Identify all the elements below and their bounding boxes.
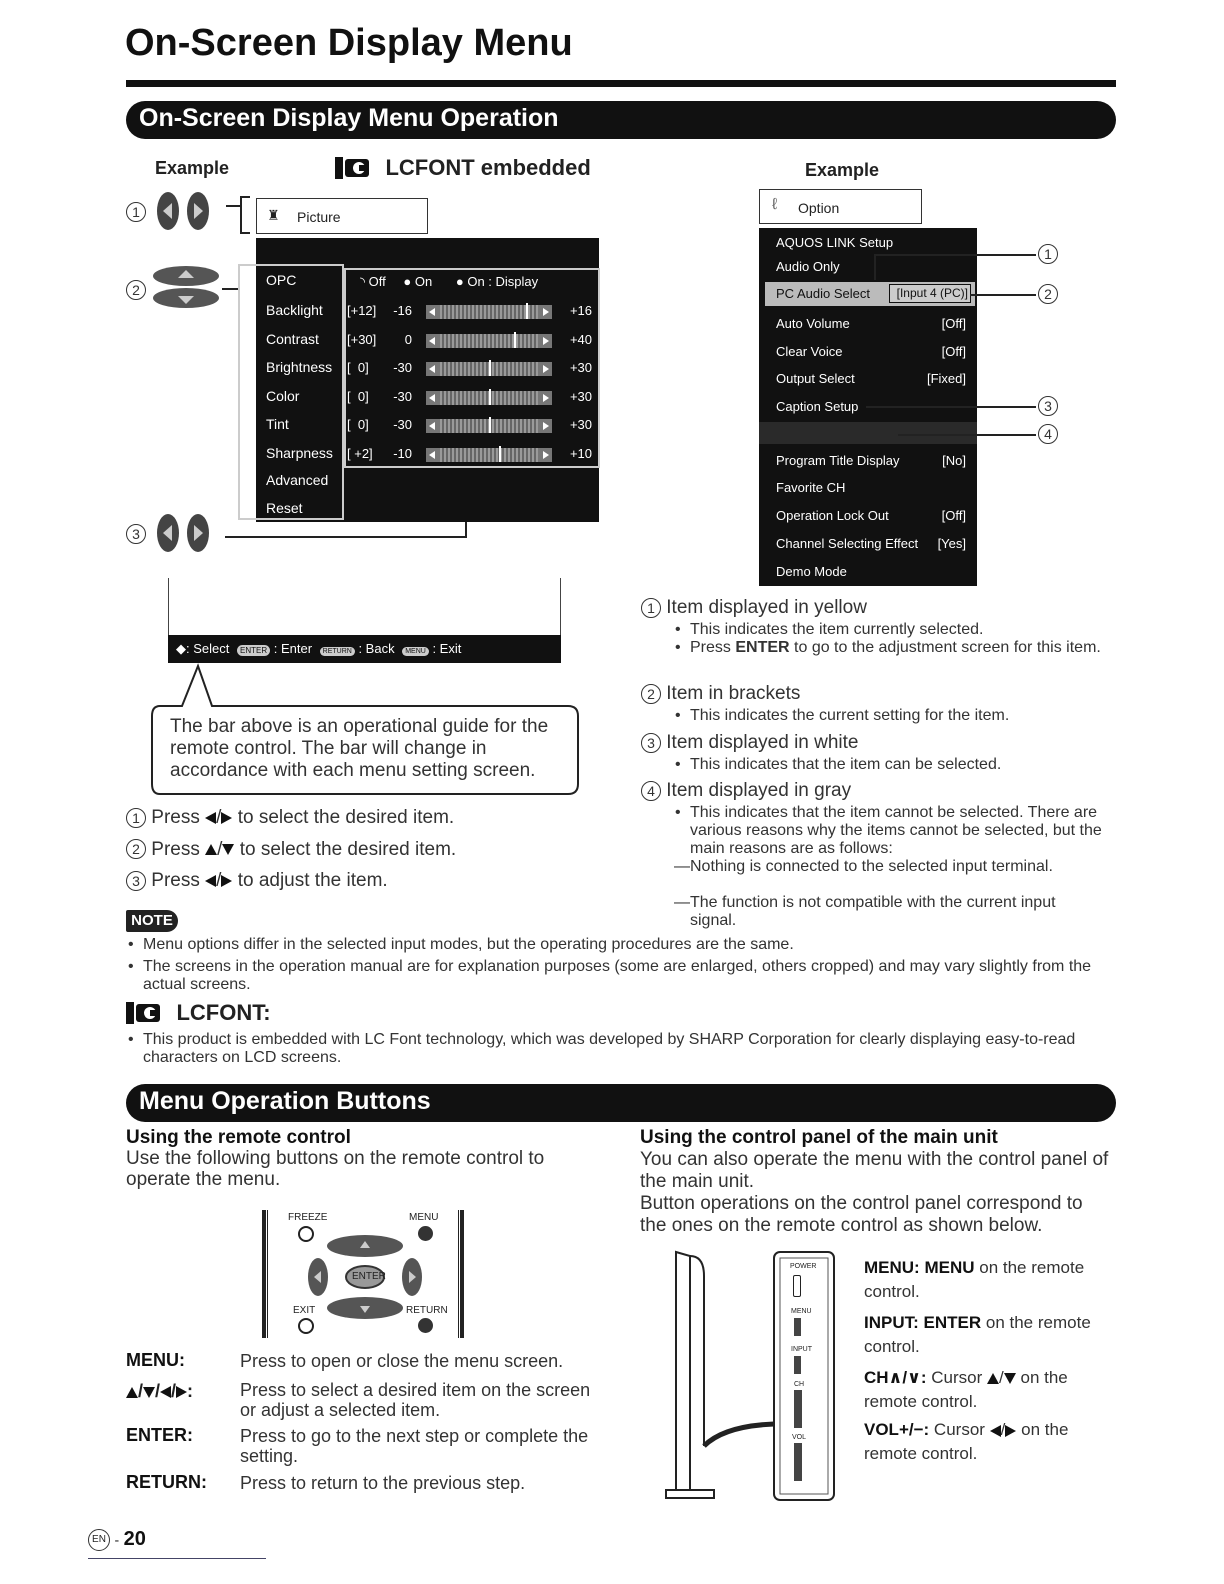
legend-line: • This indicates that the item cannot be selected. There are various reasons why the items cannot be selected, but the main reasons are as follows: (690, 804, 1105, 858)
menu-item-tint[interactable]: Tint (266, 416, 289, 432)
step-pre: Press (151, 870, 200, 891)
guide-bar (168, 635, 561, 663)
slider-right-button[interactable] (538, 448, 552, 462)
page-number-text: 20 (123, 1528, 146, 1550)
panel-menu-button[interactable] (794, 1318, 801, 1336)
guide-select: : Select (186, 641, 230, 656)
left-right-buttons-icon-2 (154, 512, 214, 554)
panel-vol-button[interactable] (794, 1443, 802, 1481)
current-value: [ 0] (347, 360, 369, 375)
exit-button[interactable] (298, 1318, 314, 1334)
option-item-caption-setup[interactable]: Caption Setup (776, 399, 859, 414)
slider-right-button[interactable] (538, 419, 552, 433)
option-item-auto-volume[interactable]: Auto Volume (776, 316, 850, 331)
connector-line (226, 205, 240, 207)
legend-title: Item in brackets (666, 683, 801, 704)
guide-screen-frame (168, 578, 561, 636)
legend-number: 2 (641, 684, 661, 704)
button-key-menu: MENU: (126, 1350, 185, 1370)
step-1: 1 Press / to select the desired item. (126, 807, 454, 829)
panel-map-menu-target: MENU (924, 1258, 975, 1277)
option-callout-1: 1 (1038, 244, 1058, 264)
option-item-channel-selecting-effect[interactable]: Channel Selecting Effect (776, 536, 919, 551)
slider-right-button[interactable] (538, 362, 552, 376)
legend-number: 1 (641, 598, 661, 618)
menu-key-icon: MENU (402, 647, 429, 656)
option-callout-3: 3 (1038, 396, 1058, 416)
slider-contrast[interactable] (426, 334, 552, 348)
menu-item-sharpness[interactable]: Sharpness (266, 445, 333, 461)
option-item-favorite-ch[interactable]: Favorite CH (776, 480, 846, 495)
option-callout-4: 4 (1038, 424, 1058, 444)
current-value: [ 0] (347, 389, 369, 404)
menu-item-brightness[interactable]: Brightness (266, 359, 333, 375)
lcfont-embedded-text: LCFONT embedded (385, 155, 591, 180)
button-desc-return: Press to return to the previous step. (240, 1473, 526, 1493)
step-number: 3 (126, 871, 146, 891)
panel-vol-label: VOL (792, 1434, 807, 1441)
callout-line-1b (874, 254, 876, 280)
tv-side-illustration (664, 1246, 844, 1504)
min-value: -30 (393, 360, 412, 375)
max-value: +30 (569, 389, 592, 404)
note-badge: NOTE (126, 910, 178, 932)
slider-left-button[interactable] (426, 448, 440, 462)
marker-2: 2 (126, 280, 146, 300)
max-value: +16 (569, 303, 592, 318)
button-desc-enter: Press to go to the next step or complete the setting. (240, 1426, 589, 1466)
slider-thumb[interactable] (489, 360, 491, 376)
panel-map-vol-pre: Cursor (933, 1420, 985, 1439)
legend-item-3 (641, 732, 859, 754)
slider-right-button[interactable] (538, 334, 552, 348)
menu-label: MENU (409, 1212, 439, 1223)
remote-heading: Using the remote control (126, 1127, 351, 1148)
option-gray-row (759, 422, 977, 444)
legend-item-1 (641, 597, 867, 619)
panel-heading: Using the control panel of the main unit (640, 1127, 998, 1148)
legend-item-2 (641, 683, 800, 705)
legend-dash-text: The function is not compatible with the current input signal. (690, 894, 1056, 929)
lcfont-icon (335, 155, 375, 181)
step-number: 2 (126, 839, 146, 859)
page-number (88, 1528, 146, 1551)
opc-display-radio[interactable]: ● (455, 274, 464, 289)
option-value: [Input 4 (PC)] (896, 286, 968, 300)
callout-line-1 (874, 254, 1036, 256)
lcfont-icon-2 (126, 1000, 166, 1026)
option-value: [Off] (941, 316, 966, 331)
min-value: -10 (393, 446, 412, 461)
title-rule (126, 80, 1116, 87)
menu-item-contrast[interactable]: Contrast (266, 331, 319, 347)
remote-edge-left (262, 1210, 268, 1338)
option-item-output-select[interactable]: Output Select (776, 371, 855, 386)
guide-back: : Back (358, 641, 395, 656)
slider-left-button[interactable] (426, 334, 440, 348)
opc-on-radio[interactable]: ● (403, 274, 412, 289)
up-down-buttons-icon (150, 264, 222, 310)
enter-key-icon: ENTER (237, 645, 270, 656)
section-heading-menu-buttons (126, 1084, 1116, 1122)
slider-color[interactable] (426, 391, 552, 405)
option-item-aquos-link-setup[interactable]: AQUOS LINK Setup (776, 235, 894, 250)
panel-map-ch-key: CH∧/∨: (864, 1368, 927, 1387)
lcfont-text: • This product is embedded with LC Font technology, which was developed by SHARP Corporation for clearly displaying easy-to-read characters on LCD screens. (143, 1031, 1118, 1067)
option-item-clear-voice[interactable]: Clear Voice (776, 344, 843, 359)
slider-left-button[interactable] (426, 391, 440, 405)
legend-number: 4 (641, 781, 661, 801)
option-icon: ℓ (772, 196, 778, 213)
panel-map-menu-key: MENU: (864, 1258, 920, 1277)
callout-line-2 (970, 294, 1036, 296)
panel-map-input-target: ENTER (923, 1313, 982, 1332)
option-item-audio-only[interactable]: Audio Only (776, 259, 840, 274)
menu-item-backlight[interactable]: Backlight (266, 302, 323, 318)
callout-line-3 (866, 406, 1036, 408)
panel-ch-label: CH (794, 1381, 805, 1388)
marker-3: 3 (126, 524, 146, 544)
option-item-operation-lock-out[interactable]: Operation Lock Out (776, 508, 889, 523)
menu-item-reset[interactable]: Reset (266, 500, 303, 516)
legend-line: • Press ENTER to go to the adjustment screen for this item. (690, 639, 1105, 657)
connector-line-3 (225, 536, 467, 538)
button-desc-menu: Press to open or close the menu screen. (240, 1351, 564, 1371)
slider-tint[interactable] (426, 419, 552, 433)
panel-map-ch-rest: on the remote control. (864, 1368, 1068, 1411)
example-label-left: Example (155, 158, 230, 178)
return-button[interactable] (418, 1318, 433, 1333)
panel-menu-label: MENU (791, 1308, 812, 1315)
slider-brightness[interactable] (426, 362, 552, 376)
option-value: [Yes] (937, 536, 966, 551)
current-value: [+12] (347, 303, 377, 318)
lcfont-heading (126, 1000, 271, 1026)
option-value: [Fixed] (926, 371, 966, 386)
return-label: RETURN (406, 1305, 448, 1316)
option-item-demo-mode[interactable]: Demo Mode (776, 564, 847, 579)
picture-header-label: Picture (297, 209, 341, 225)
section2-heading-text: Menu Operation Buttons (139, 1087, 431, 1115)
step-3: 3 Press / to adjust the item. (126, 870, 388, 892)
current-value: [+30] (347, 332, 377, 347)
legend-dash-line: —Nothing is connected to the selected input terminal. (674, 858, 1053, 875)
slider-right-button[interactable] (538, 305, 552, 319)
panel-intro-1: You can also operate the menu with the control panel of the main unit. (640, 1149, 1109, 1192)
slider-right-button[interactable] (538, 391, 552, 405)
lcfont-embedded (335, 155, 591, 181)
opc-on-display: On : Display (467, 274, 539, 289)
callout-text: The bar above is an operational guide for the remote control. The bar will change in accordance with each menu setting screen. (170, 716, 549, 781)
enter-label: ENTER (352, 1271, 386, 1282)
option-header-label: Option (798, 200, 840, 216)
option-item-pc-audio-select[interactable]: PC Audio Select (776, 286, 870, 301)
panel-ch-button[interactable] (794, 1390, 802, 1428)
legend-line: • This indicates the current setting for the item. (690, 707, 1105, 725)
button-key-return: RETURN: (126, 1472, 207, 1492)
example-label-right: Example (805, 160, 880, 180)
min-value: -30 (393, 389, 412, 404)
guide-enter: : Enter (273, 641, 313, 656)
step-text: to select the desired item. (239, 838, 457, 860)
legend-dash-text: Nothing is connected to the selected input terminal. (690, 858, 1053, 875)
menu-item-advanced[interactable]: Advanced (266, 472, 329, 488)
footer-rule (88, 1558, 266, 1559)
panel-power-button[interactable] (793, 1275, 801, 1297)
remote-edge-right (458, 1210, 464, 1338)
step-text: to select the desired item. (237, 807, 455, 828)
slider-left-button[interactable] (426, 362, 440, 376)
legend-bold-word: ENTER (735, 639, 790, 656)
page-number-sep: - (114, 1531, 120, 1548)
panel-input-button[interactable] (794, 1356, 801, 1374)
legend-dash-line: —The function is not compatible with the current input signal. (674, 894, 1056, 929)
opc-off-radio[interactable]: ◝ (360, 274, 366, 289)
language-badge: EN (88, 1529, 110, 1551)
return-key-icon: RETURN (320, 647, 355, 656)
legend-title: Item displayed in yellow (666, 597, 867, 618)
page-title: On-Screen Display Menu (125, 22, 573, 64)
bracket (240, 196, 250, 234)
legend-title: Item displayed in gray (666, 780, 852, 801)
panel-power-label: POWER (790, 1263, 817, 1270)
legend-line: • This indicates that the item can be selected. (690, 756, 1105, 774)
button-key-enter: ENTER: (126, 1425, 193, 1445)
panel-map-menu-rest: on the remote control. (864, 1258, 1085, 1301)
panel-intro-2: Button operations on the control panel correspond to the ones on the remote control as shown below. (640, 1193, 1083, 1236)
option-callout-2: 2 (1038, 284, 1058, 304)
section-heading-osd-operation (126, 101, 1116, 139)
panel-map-vol-rest: on the remote control. (864, 1420, 1069, 1463)
current-value: [ 0] (347, 417, 369, 432)
option-value: [No] (942, 453, 966, 468)
panel-map-vol-key: VOL+/−: (864, 1420, 930, 1439)
option-header (759, 189, 922, 224)
step-number: 1 (126, 808, 146, 828)
menu-item-color[interactable]: Color (266, 388, 300, 404)
slider-left-button[interactable] (426, 305, 440, 319)
select-icon: ◆ (176, 641, 186, 656)
exit-label: EXIT (293, 1305, 316, 1316)
panel-map-menu (864, 1256, 1114, 1304)
opc-on: On (414, 274, 433, 289)
min-value: -16 (393, 303, 412, 318)
max-value: +40 (569, 332, 592, 347)
callout-line-4 (898, 434, 1036, 436)
legend-line: • This indicates the item currently selected. (690, 621, 1105, 639)
min-value: -30 (393, 417, 412, 432)
remote-intro: Use the following buttons on the remote control to operate the menu. (126, 1148, 545, 1190)
max-value: +30 (569, 360, 592, 375)
slider-sharpness[interactable] (426, 448, 552, 462)
picture-header (256, 198, 428, 234)
button-key-cursor: / / / : (126, 1381, 193, 1402)
legend-title: Item displayed in white (666, 732, 859, 753)
left-right-buttons-icon (154, 190, 214, 232)
slider-thumb[interactable] (489, 389, 491, 405)
panel-input-label: INPUT (791, 1346, 812, 1353)
option-item-program-title-display[interactable]: Program Title Display (776, 453, 900, 468)
section-heading-text: On-Screen Display Menu Operation (139, 104, 559, 132)
panel-map-input (864, 1311, 1114, 1359)
opc-off: Off (368, 274, 386, 289)
option-value: [Off] (941, 344, 966, 359)
current-value: [ +2] (347, 446, 373, 461)
slider-backlight[interactable] (426, 305, 552, 319)
max-value: +30 (569, 417, 592, 432)
legend-number: 3 (641, 733, 661, 753)
panel-map-input-rest: on the remote control. (864, 1313, 1091, 1356)
min-value: 0 (404, 332, 412, 347)
legend-item-4 (641, 780, 851, 802)
step-2: 2 Press / to select the desired item. (126, 839, 456, 861)
lcfont-heading-text: LCFONT: (176, 1000, 271, 1025)
panel-map-ch-pre: Cursor (931, 1368, 983, 1387)
slider-thumb[interactable] (514, 332, 516, 348)
slider-left-button[interactable] (426, 419, 440, 433)
panel-map-input-key: INPUT: (864, 1313, 919, 1332)
note-item-1: • Menu options differ in the selected input modes, but the operating procedures are the same. (143, 936, 1118, 954)
menu-item-opc[interactable]: OPC (266, 272, 297, 288)
opc-options (360, 274, 538, 290)
marker-1: 1 (126, 202, 146, 222)
slider-thumb[interactable] (499, 446, 501, 462)
panel-map-ch: CH∧/∨: Cursor / on the remote control. (864, 1368, 1068, 1411)
note-item-2: • The screens in the operation manual are for explanation purposes (some are enlarged, others cropped) and may vary slightly from the actual screens. (143, 958, 1118, 994)
step-pre: Press (151, 807, 200, 828)
step-text: to adjust the item. (237, 870, 388, 891)
option-value: [Off] (941, 508, 966, 523)
step-pre: Press (151, 838, 200, 860)
slider-thumb[interactable] (526, 303, 528, 319)
button-desc-cursor: Press to select a desired item on the screen or adjust a selected item. (240, 1380, 591, 1420)
picture-icon: ♜ (267, 207, 280, 223)
panel-map-vol: VOL+/−: Cursor / on the remote control. (864, 1420, 1069, 1463)
guide-exit: : Exit (432, 641, 462, 656)
slider-thumb[interactable] (489, 417, 491, 433)
max-value: +10 (569, 446, 592, 461)
freeze-label: FREEZE (288, 1212, 328, 1223)
